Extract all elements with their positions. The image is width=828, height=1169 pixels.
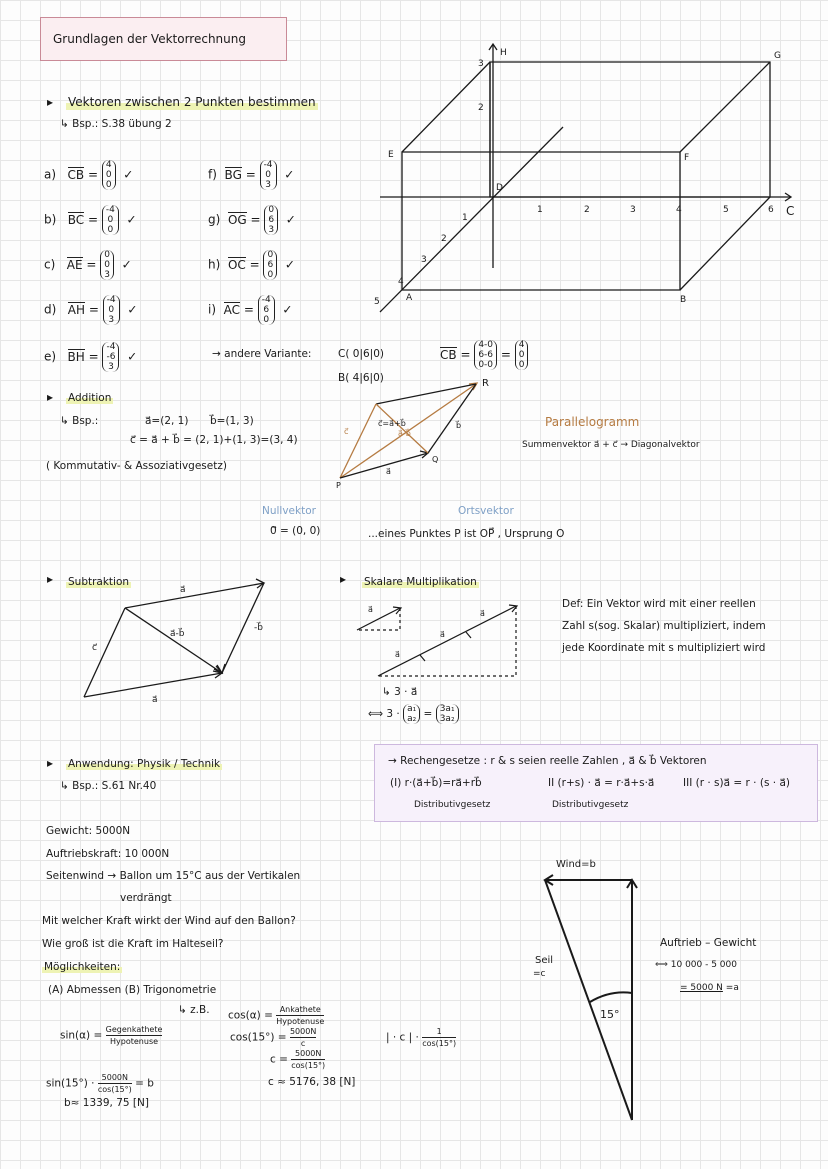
eg-label: ↳ z.B. (178, 1004, 210, 1016)
scalar-formula: ⟺ 3 · a₁ a₂ = 3a₁ 3a₂ (368, 704, 459, 724)
scalar-def-line-2: Zahl s(sog. Skalar) multipliziert, indem (562, 620, 766, 632)
triangle-seil-label: Seil (535, 955, 554, 966)
operation: | · c | · $\frac{1}{\cos(15^\circ)}$ (386, 1027, 457, 1048)
cos-def: cos(α) = Ankathete Hypotenuse (228, 1005, 325, 1026)
par-label-a: a⃗ (386, 467, 391, 476)
vertex-A: A (406, 293, 413, 303)
app-line-6: Wie groß ist die Kraft im Halteseil? (42, 938, 224, 950)
vertex-E: E (388, 150, 394, 160)
sin15: sin(15°) · $\frac{5000N}{\cos(15^\circ)}$ = b (46, 1073, 154, 1094)
tick-x-2: 2 (584, 205, 590, 215)
scalar-def-line-3: jede Koordinate mit s multipliziert wird (562, 642, 766, 654)
item-b: b) BC = -4 0 0 ✓ (44, 205, 137, 235)
tick-d-3: 3 (421, 255, 427, 265)
page-title: Grundlagen der Vektorrechnung (53, 32, 246, 46)
tick-x-1: 1 (537, 205, 543, 215)
scalar-def-line-1: Def: Ein Vektor wird mit einer reellen (562, 598, 756, 610)
tick-x-4: 4 (676, 205, 682, 215)
tick-x-6: 6 (768, 205, 774, 215)
rechengesetze-law3: III (r · s)a⃗ = r · (s · a⃗) (683, 777, 790, 789)
item-e: e) BH = -4 -6 3 ✓ (44, 342, 138, 372)
item-a: a) CB = 4 0 0 ✓ (44, 160, 134, 190)
bullet-subtraction: ▸ (47, 572, 54, 586)
methods: (A) Abmessen (B) Trigonometrie (48, 984, 217, 996)
par-label-b: b⃗ (456, 421, 462, 430)
sub-label-a: a⃗ (180, 585, 186, 595)
vertex-F: F (684, 153, 690, 163)
triangle-wind-label: Wind=b (556, 859, 596, 870)
nullvector-title: Nullvektor (262, 505, 316, 517)
scalar-arrow-label-1: a⃗ (368, 605, 373, 614)
par-label-R: R (482, 378, 489, 389)
app-line-2: Auftriebskraft: 10 000N (46, 848, 170, 860)
triangle-angle-label: 15° (600, 1008, 620, 1021)
par-label-a-minus-b: a⃗-b⃗ (398, 429, 411, 438)
heading-vectors: Vektoren zwischen 2 Punkten bestimmen (68, 95, 316, 109)
vertex-C: C (786, 204, 795, 218)
item-d: d) AH = -4 0 3 ✓ (44, 295, 138, 325)
par-label-c-eq: c⃗=a⃗+b⃗ (378, 419, 406, 428)
auftrieb-result: = 5000 N =a (680, 983, 739, 993)
app-line-4: verdrängt (120, 892, 172, 904)
scalar-arrow-label-2: a⃗ (395, 650, 400, 659)
rechengesetze-dist1: Distributivgesetz (414, 800, 491, 810)
bullet-vectors: ▸ (47, 95, 54, 109)
ortsvektor-title: Ortsvektor (458, 505, 514, 517)
app-line-3: Seitenwind → Ballon um 15°C aus der Vertikalen (46, 870, 301, 882)
variant-calc: CB = 4-0 6-6 0-0 = 4 0 0 (440, 340, 528, 370)
item-f: f) BG = -4 0 3 ✓ (208, 160, 295, 190)
item-i: i) AC = -4 6 0 ✓ (208, 295, 293, 325)
sub-label-a-minus-b: a⃗-b⃗ (170, 629, 185, 639)
triangle-seil-c-label: =c (533, 969, 546, 979)
variant-point-c: C( 0|6|0) (338, 348, 384, 360)
app-line-5: Mit welcher Kraft wirkt der Wind auf den Ballon? (42, 915, 296, 927)
tick-z-2: 2 (478, 103, 484, 113)
example-vectors: ↳ Bsp.: S.38 übung 2 (60, 118, 172, 130)
tick-x-5: 5 (723, 205, 729, 215)
auftrieb-calc: ⟺ 10 000 - 5 000 (655, 960, 737, 970)
parallelogram-desc: Summenvektor a⃗ + c⃗ → Diagonalvektor (522, 440, 700, 450)
tick-d-5: 5 (374, 297, 380, 307)
heading-application: Anwendung: Physik / Technik (68, 758, 221, 770)
variant-label: → andere Variante: (212, 348, 312, 360)
par-label-Q: Q (432, 455, 439, 464)
app-line-1: Gewicht: 5000N (46, 825, 131, 837)
heading-addition: Addition (68, 392, 112, 404)
item-c: c) AE = 0 0 3 ✓ (44, 250, 132, 280)
possibilities-heading: Möglichkeiten: (44, 961, 121, 973)
item-g: g) OG = 0 6 3 ✓ (208, 205, 296, 235)
scalar-arrow-label-3: a⃗ (440, 630, 445, 639)
sub-label-minus-b: -b⃗ (254, 623, 263, 633)
parallelogram-title: Parallelogramm (545, 415, 640, 429)
tick-d-4: 4 (398, 277, 404, 287)
addition-sum: c⃗ = a⃗ + b⃗ = (2, 1)+(1, 3)=(3, 4) (130, 434, 298, 446)
par-label-P: P (336, 481, 341, 490)
bullet-scalar: ▸ (340, 572, 347, 586)
c-approx: c ≈ 5176, 38 [N] (268, 1076, 356, 1088)
scalar-result-label: ↳ 3 · a⃗ (382, 686, 418, 698)
heading-scalar: Skalare Multiplikation (364, 576, 477, 588)
par-label-c: c⃗ (344, 427, 349, 436)
tick-d-2: 2 (441, 234, 447, 244)
item-h: h) OC = 0 6 0 ✓ (208, 250, 295, 280)
bullet-application: ▸ (47, 756, 54, 770)
addition-b-def: b⃗=(1, 3) (210, 415, 254, 427)
c-formula: c = $\frac{5000N}{\cos(15^\circ)}$ (270, 1049, 326, 1070)
rechengesetze-dist2: Distributivgesetz (552, 800, 629, 810)
heading-subtraction: Subtraktion (68, 576, 130, 588)
cos15: cos(15°) = $\frac{5000N}{c}$ (230, 1027, 317, 1048)
rechengesetze-law1: (I) r·(a⃗+b⃗)=ra⃗+rb⃗ (390, 777, 482, 789)
b-result: b≈ 1339, 75 [N] (64, 1097, 149, 1109)
example-addition: ↳ Bsp.: (60, 415, 99, 427)
nullvector-formula: 0⃗ = (0, 0) (270, 525, 321, 537)
tick-x-3: 3 (630, 205, 636, 215)
vertex-G: G (774, 51, 781, 61)
addition-a-def: a⃗=(2, 1) (145, 415, 189, 427)
addition-laws: ( Kommutativ- & Assoziativgesetz) (46, 460, 227, 472)
vertex-B: B (680, 295, 687, 305)
auftrieb-title: Auftrieb – Gewicht (660, 937, 757, 949)
bullet-addition: ▸ (47, 390, 54, 404)
tick-d-1: 1 (462, 213, 468, 223)
vertex-H: H (500, 48, 507, 58)
scalar-arrow-label-4: a⃗ (480, 609, 485, 618)
ortsvektor-text: ...eines Punktes P ist OP⃗ , Ursprung O (368, 528, 565, 540)
rechengesetze-line1: → Rechengesetze : r & s seien reelle Zahlen , a⃗ & b⃗ Vektoren (388, 755, 707, 767)
sub-label-a2: a⃗ (152, 695, 158, 705)
tick-z-3: 3 (478, 59, 484, 69)
variant-point-b: B( 4|6|0) (338, 372, 384, 384)
example-application: ↳ Bsp.: S.61 Nr.40 (60, 780, 157, 792)
sin-def: sin(α) = Gegenkathete Hypotenuse (60, 1025, 163, 1046)
sub-label-c: c⃗ (92, 643, 97, 653)
rechengesetze-law2: II (r+s) · a⃗ = r·a⃗+s·a⃗ (548, 777, 655, 789)
vertex-D: D (496, 183, 503, 193)
